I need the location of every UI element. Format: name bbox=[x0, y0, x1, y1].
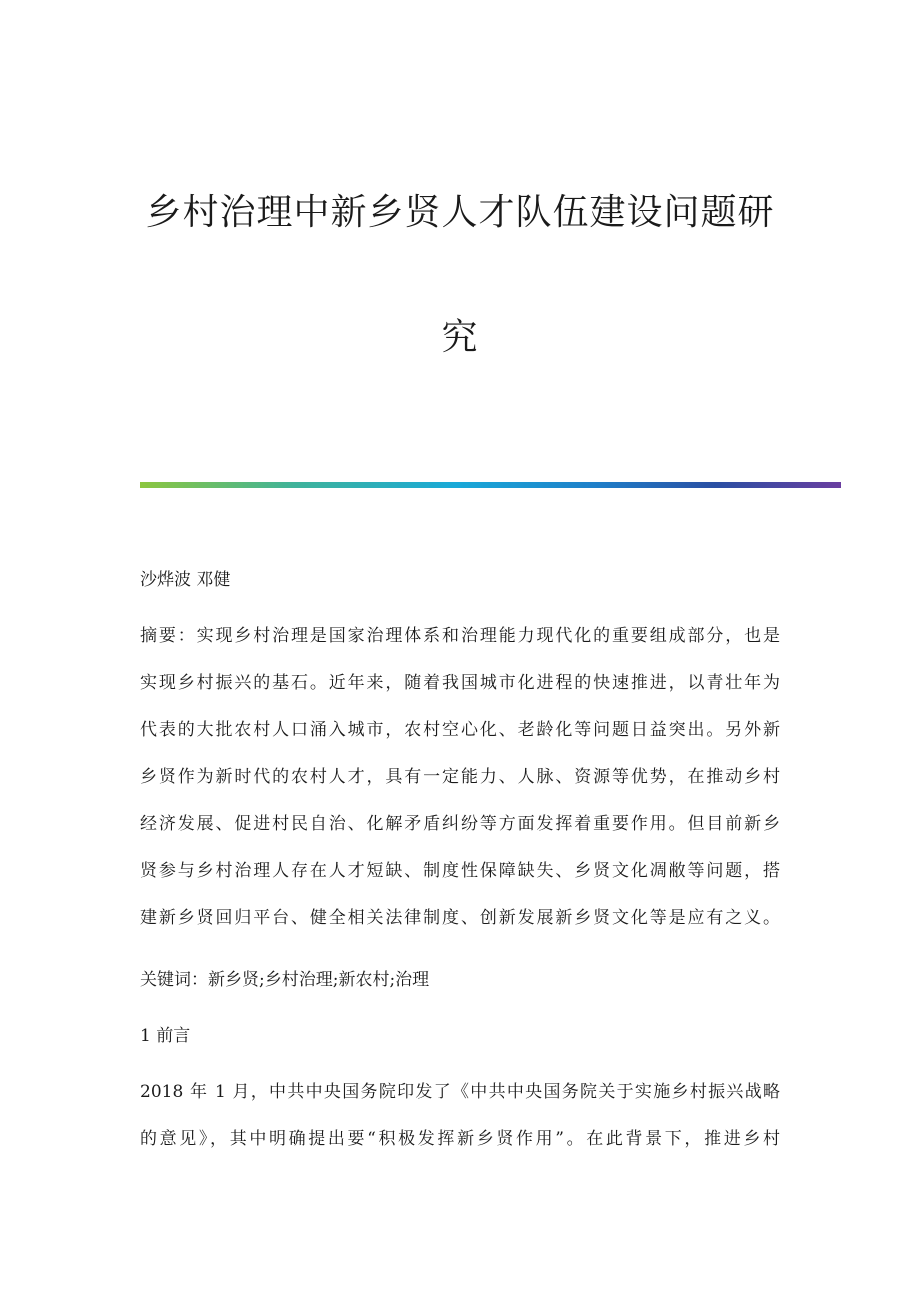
body-line: 的意见》，其中明确提出要“积极发挥新乡贤作用”。在此背景下，推进乡村 bbox=[140, 1129, 780, 1149]
abstract-line: 乡贤作为新时代的农村人才，具有一定能力、人脉、资源等优势，在推动乡村 bbox=[140, 767, 780, 787]
keywords: 关键词：新乡贤;乡村治理;新农村;治理 bbox=[140, 970, 430, 990]
section-body bbox=[140, 1082, 780, 1176]
paper-title-line-2: 究 bbox=[441, 317, 479, 358]
abstract-line: 贤参与乡村治理人存在人才短缺、制度性保障缺失、乡贤文化凋敝等问题，搭 bbox=[140, 861, 780, 881]
gradient-divider bbox=[140, 482, 841, 488]
abstract-line: 代表的大批农村人口涌入城市，农村空心化、老龄化等问题日益突出。另外新 bbox=[140, 720, 780, 740]
abstract-line: 建新乡贤回归平台、健全相关法律制度、创新发展新乡贤文化等是应有之义。 bbox=[140, 908, 780, 928]
body-line: 2018 年 1 月，中共中央国务院印发了《中共中央国务院关于实施乡村振兴战略 bbox=[140, 1082, 780, 1102]
abstract-line: 摘要：实现乡村治理是国家治理体系和治理能力现代化的重要组成部分，也是 bbox=[140, 626, 780, 646]
abstract bbox=[140, 626, 780, 955]
section-heading: 1 前言 bbox=[140, 1026, 191, 1046]
abstract-line: 实现乡村振兴的基石。近年来，随着我国城市化进程的快速推进，以青壮年为 bbox=[140, 673, 780, 693]
authors: 沙烨波 邓健 bbox=[140, 570, 231, 590]
paper-title-line-1: 乡村治理中新乡贤人才队伍建设问题研 bbox=[145, 192, 775, 233]
abstract-line: 经济发展、促进村民自治、化解矛盾纠纷等方面发挥着重要作用。但目前新乡 bbox=[140, 814, 780, 834]
